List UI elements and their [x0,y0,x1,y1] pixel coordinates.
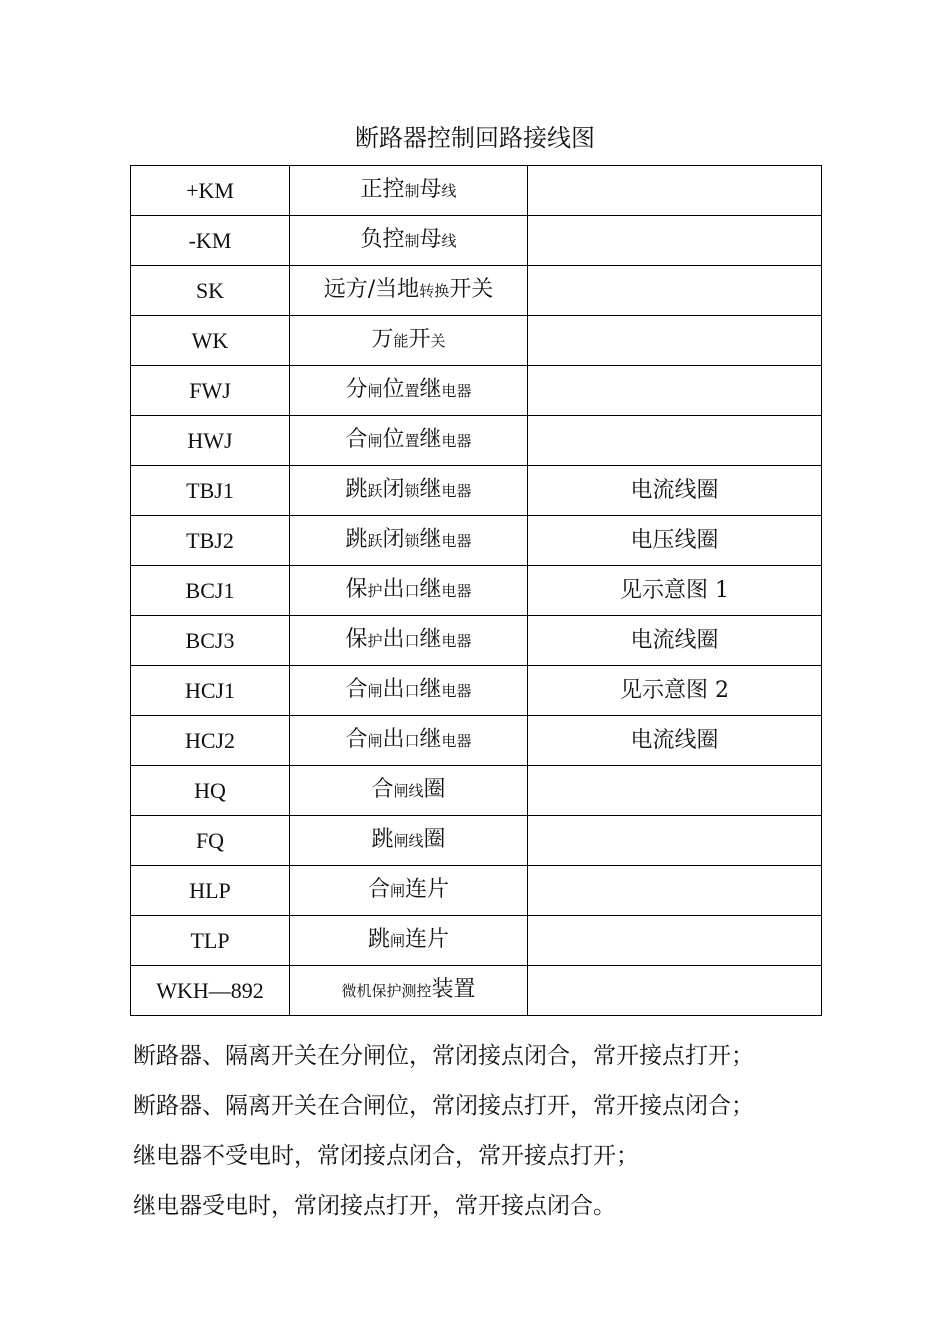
component-note-cell: 电压线圈 [528,516,822,566]
component-name-part: 微机保护测控 [341,982,432,1000]
table-row [131,566,822,616]
component-name-cell [290,366,528,416]
component-name-part: 闭 [382,477,405,502]
component-name-cell [290,216,528,266]
component-note-cell: 电流线圈 [528,466,822,516]
component-code-cell: BCJ1 [131,566,290,616]
component-note-cell [528,316,822,366]
table-row [131,816,822,866]
component-name-part: 闭 [382,527,405,552]
component-name-part: 电器 [441,632,472,650]
component-name-part: 继 [419,377,442,402]
component-name-part: 继 [419,627,442,652]
component-name-part: 继 [419,477,442,502]
component-name-part: 位 [382,377,405,402]
component-name-part: 继 [419,577,442,602]
component-name-part: 闸 [367,432,383,450]
component-name-part: 电器 [441,682,472,700]
component-name-part: 出 [382,577,405,602]
component-code-cell: FQ [131,816,290,866]
component-name-part: 能 [393,332,409,350]
component-name-cell [290,666,528,716]
component-name-part: 万 [371,327,394,352]
table-row [131,466,822,516]
component-name-part: 电器 [441,432,472,450]
component-name-part: 继 [419,527,442,552]
component-code-cell: HQ [131,766,290,816]
component-name-part: 继 [419,727,442,752]
component-name-part: 护 [367,632,383,650]
table-row [131,316,822,366]
component-code-cell: FWJ [131,366,290,416]
component-name-part: 开关 [449,277,494,302]
component-note-cell [528,766,822,816]
component-name-part: 合 [345,727,368,752]
component-name-cell [290,866,528,916]
table-row [131,716,822,766]
component-name-part: 合 [345,427,368,452]
component-name-part: 电器 [441,732,472,750]
component-name-part: 母 [419,177,442,202]
component-name-cell [290,166,528,216]
component-name-part: 线 [441,182,457,200]
component-name-part: 转换 [419,282,450,300]
component-name-part: 合 [371,777,394,802]
component-note-cell [528,866,822,916]
note-line: 断路器、隔离开关在分闸位，常闭接点闭合，常开接点打开； [133,1043,754,1069]
table-row [131,266,822,316]
component-note-cell [528,166,822,216]
component-name-part: 电器 [441,582,472,600]
component-note-cell: 见示意图 1 [528,566,822,616]
document-title: 断路器控制回路接线图 [355,124,595,152]
table-row [131,916,822,966]
component-code-cell: -KM [131,216,290,266]
component-name-part: 闸线 [393,832,424,850]
table-row [131,766,822,816]
component-name-part: 口 [404,732,420,750]
component-code-cell: BCJ3 [131,616,290,666]
component-name-part: 口 [404,582,420,600]
component-name-cell [290,516,528,566]
component-name-part: 装置 [431,977,476,1002]
component-code-cell: +KM [131,166,290,216]
table-row [131,866,822,916]
component-name-part: 护 [367,582,383,600]
component-name-cell [290,916,528,966]
component-name-part: 制 [404,182,420,200]
component-name-part: 出 [382,727,405,752]
table-row [131,416,822,466]
component-name-part: 锁 [404,482,420,500]
component-name-part: 连片 [405,927,450,952]
component-code-cell: WK [131,316,290,366]
component-name-part: 连片 [405,877,450,902]
notes-section [133,1031,833,1231]
component-name-part: 继 [419,677,442,702]
component-code-cell: WKH—892 [131,966,290,1016]
component-name-cell [290,566,528,616]
component-name-cell [290,466,528,516]
component-code-cell: TLP [131,916,290,966]
component-name-part: 远方/当地 [323,277,420,302]
component-table [130,165,822,1016]
component-name-part: 电器 [441,382,472,400]
note-line: 断路器、隔离开关在合闸位，常闭接点打开，常开接点闭合； [133,1093,754,1119]
component-code-cell: TBJ1 [131,466,290,516]
component-name-cell [290,266,528,316]
note-line: 继电器受电时，常闭接点打开，常开接点闭合。 [133,1193,616,1219]
component-name-cell [290,966,528,1016]
component-name-part: 口 [404,682,420,700]
component-name-part: 开 [408,327,431,352]
component-name-part: 正控 [360,177,405,202]
table-row [131,216,822,266]
component-name-part: 线 [441,232,457,250]
component-name-part: 闸 [389,932,405,950]
component-note-cell [528,916,822,966]
component-note-cell [528,266,822,316]
component-code-cell: TBJ2 [131,516,290,566]
component-name-part: 口 [404,632,420,650]
component-name-part: 闸线 [393,782,424,800]
component-name-part: 母 [419,227,442,252]
component-name-part: 负控 [360,227,405,252]
component-note-cell [528,366,822,416]
component-note-cell: 电流线圈 [528,616,822,666]
component-code-cell: HWJ [131,416,290,466]
component-name-part: 跃 [367,482,383,500]
component-name-part: 分 [345,377,368,402]
component-name-part: 闸 [367,732,383,750]
component-name-part: 制 [404,232,420,250]
table-row [131,516,822,566]
component-name-part: 闸 [389,882,405,900]
component-name-part: 圈 [423,827,446,852]
component-note-cell: 见示意图 2 [528,666,822,716]
component-name-part: 跳 [345,477,368,502]
component-name-part: 电器 [441,482,472,500]
component-name-cell [290,716,528,766]
component-name-cell [290,616,528,666]
note-line: 继电器不受电时，常闭接点闭合，常开接点打开； [133,1143,639,1169]
table-row [131,166,822,216]
component-name-part: 出 [382,677,405,702]
component-name-part: 位 [382,427,405,452]
component-name-part: 闸 [367,682,383,700]
component-name-part: 合 [345,677,368,702]
component-name-part: 合 [367,877,390,902]
component-name-part: 圈 [423,777,446,802]
component-code-cell: HCJ1 [131,666,290,716]
component-name-part: 电器 [441,532,472,550]
component-name-part: 跃 [367,532,383,550]
component-note-cell [528,966,822,1016]
component-name-part: 关 [430,332,446,350]
component-name-cell [290,816,528,866]
component-name-part: 保 [345,627,368,652]
component-note-cell [528,416,822,466]
component-name-part: 跳 [345,527,368,552]
component-name-part: 出 [382,627,405,652]
component-code-cell: HLP [131,866,290,916]
table-row [131,666,822,716]
component-name-part: 闸 [367,382,383,400]
component-note-cell [528,216,822,266]
table-row [131,366,822,416]
component-name-part: 锁 [404,532,420,550]
component-name-cell [290,316,528,366]
table-row [131,616,822,666]
component-name-cell [290,766,528,816]
component-name-part: 保 [345,577,368,602]
component-code-cell: HCJ2 [131,716,290,766]
component-name-part: 跳 [367,927,390,952]
component-code-cell: SK [131,266,290,316]
component-note-cell: 电流线圈 [528,716,822,766]
component-name-cell [290,416,528,466]
component-name-part: 置 [404,432,420,450]
component-name-part: 置 [404,382,420,400]
component-name-part: 跳 [371,827,394,852]
table-row [131,966,822,1016]
component-table-body [131,166,822,1016]
component-name-part: 继 [419,427,442,452]
component-note-cell [528,816,822,866]
